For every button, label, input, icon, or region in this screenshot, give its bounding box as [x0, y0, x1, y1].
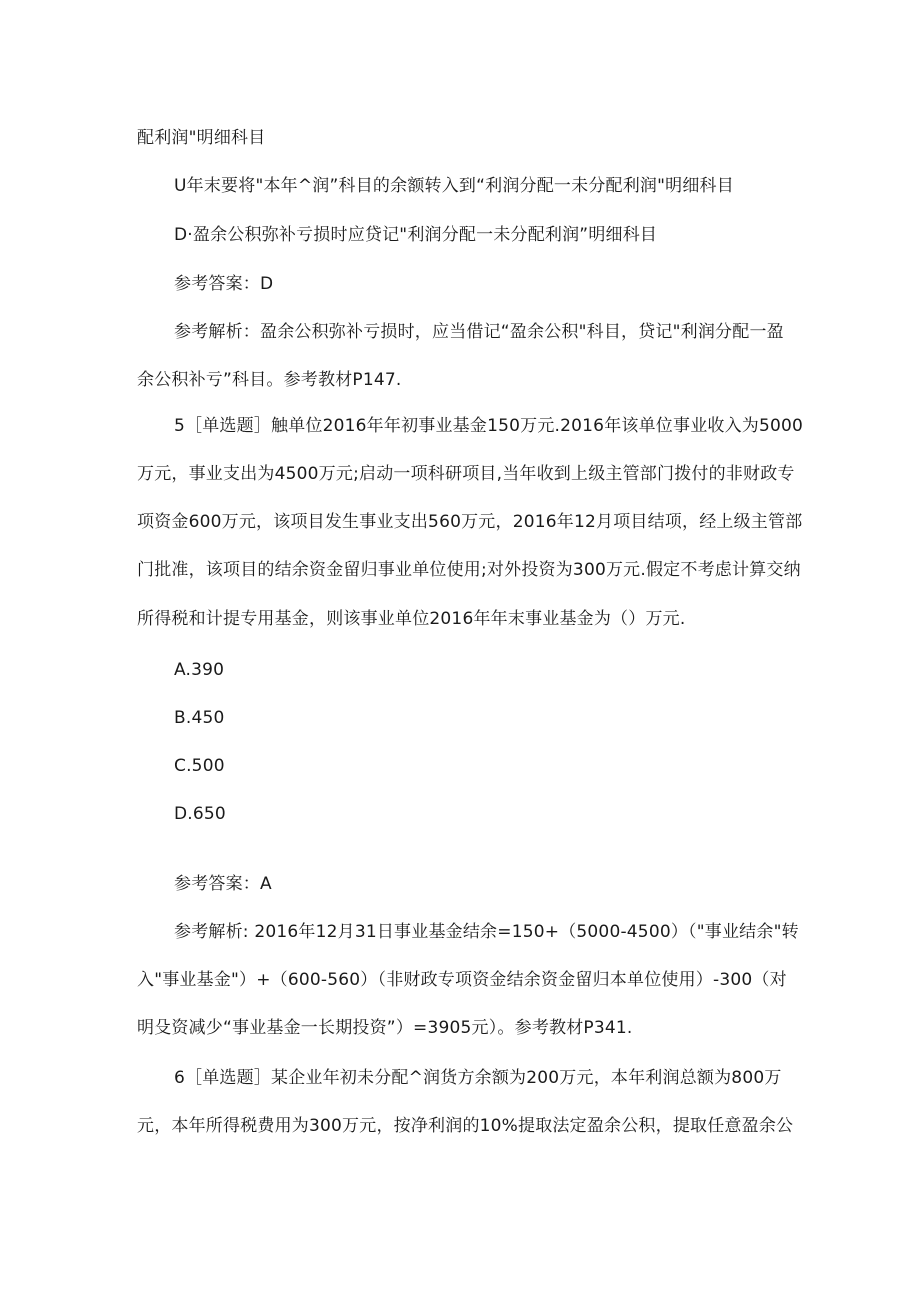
- text-line: 参考解析: 2016年12月31日事业基金结余=150+（5000-4500）（"事业结余"转: [174, 922, 799, 942]
- text-line: U年末要将"本年^润”科目的余额转入到“利润分配一未分配利润"明细科目: [174, 176, 734, 196]
- option-d: D.650: [174, 804, 226, 824]
- text-line: 入"事业基金"）+（600-560）（非财政专项资金结余资金留归本单位使用）-300（对: [137, 970, 787, 990]
- question-line: 门批准，该项目的结余资金留归事业单位使用;对外投资为300万元.假定不考虑计算交纳: [137, 560, 801, 580]
- text-line: 配利润"明细科目: [137, 128, 266, 148]
- question-line: 6［单选题］某企业年初未分配^润货方余额为200万元，本年利润总额为800万: [174, 1068, 782, 1088]
- text-line: D·盈余公积弥补亏损时应贷记"利润分配一未分配利润”明细科目: [174, 225, 658, 245]
- question-line: 元，本年所得税费用为300万元，按净利润的10%提取法定盈余公积，提取任意盈余公: [137, 1116, 794, 1136]
- text-line: 明殳资减少“事业基金一长期投资”）=3905元）。参考教材P341.: [137, 1018, 633, 1038]
- question-line: 项资金600万元，该项目发生事业支出560万元，2016年12月项目结项，经上级主管部: [137, 512, 803, 532]
- text-line: 参考解析：盈余公积弥补亏损时，应当借记“盈余公积"科目，贷记"利润分配一盈: [174, 322, 784, 342]
- answer-line: 参考答案：A: [174, 874, 272, 894]
- question-line: 5［单选题］触单位2016年年初事业基金150万元.2016年该单位事业收入为5000: [174, 416, 804, 436]
- question-line: 万元，事业支出为4500万元;启动一项科研项目,当年收到上级主管部门拨付的非财政专: [137, 464, 795, 484]
- answer-line: 参考答案：D: [174, 274, 274, 294]
- option-b: B.450: [174, 708, 225, 728]
- text-line: 余公积补亏”科目。参考教材P147.: [137, 370, 402, 390]
- question-line: 所得税和计提专用基金，则该事业单位2016年年末事业基金为（）万元.: [137, 609, 686, 629]
- option-c: C.500: [174, 756, 225, 776]
- option-a: A.390: [174, 660, 225, 680]
